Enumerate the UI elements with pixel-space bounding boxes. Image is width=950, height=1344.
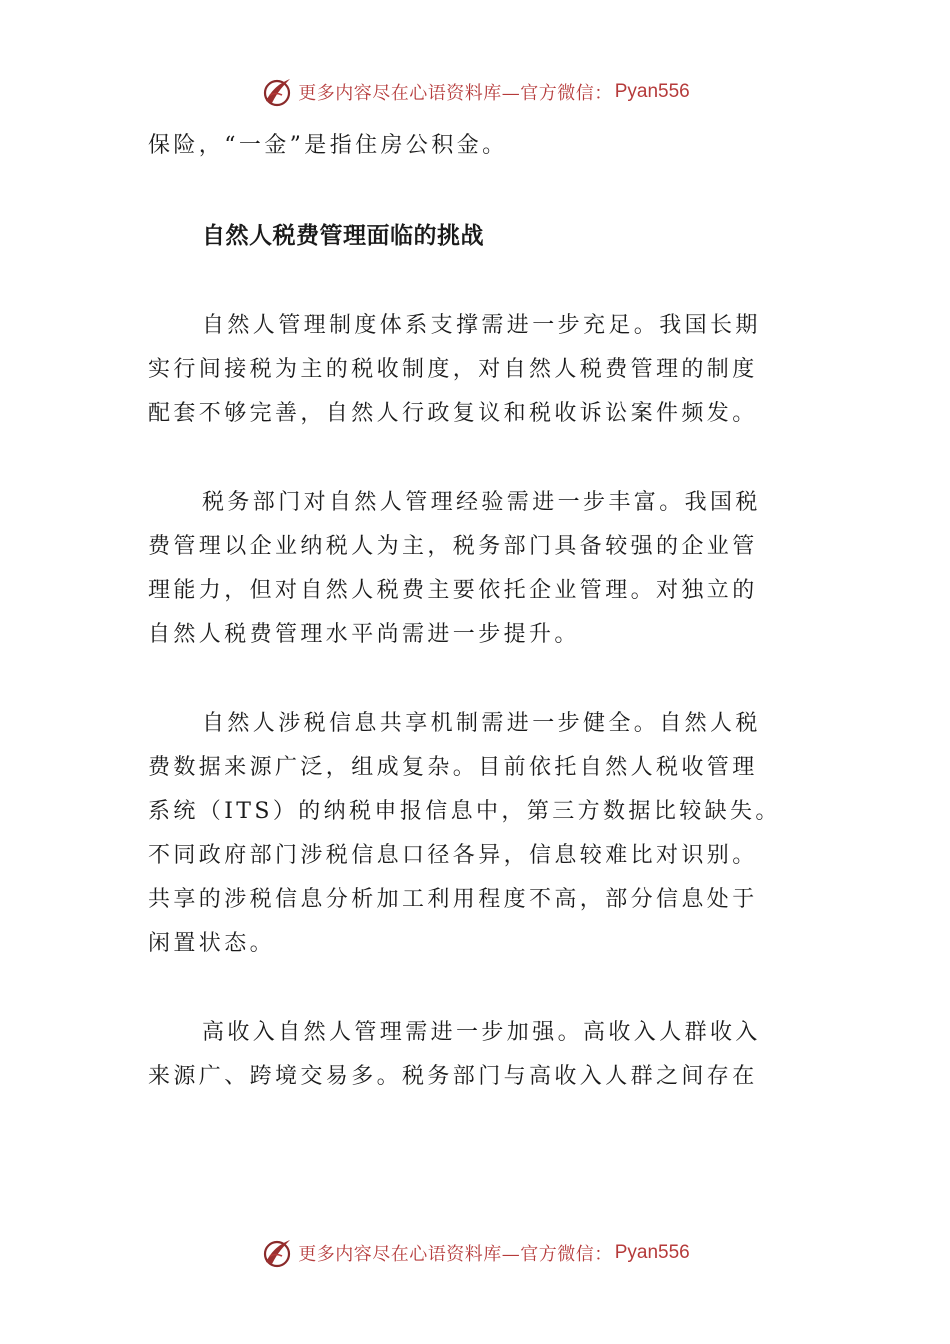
paragraph-line: 自然人管理制度体系支撑需进一步充足。我国长期 — [202, 313, 761, 338]
paragraph-line: 费管理以企业纳税人为主，税务部门具备较强的企业管 — [148, 534, 758, 559]
watermark-text: 更多内容尽在心语资料库—官方微信： — [298, 83, 613, 104]
paragraph-line: 配套不够完善，自然人行政复议和税收诉讼案件频发。 — [148, 401, 758, 426]
footer-watermark — [0, 1233, 950, 1273]
paragraph — [148, 481, 808, 657]
watermark-text: 更多内容尽在心语资料库—官方微信： — [298, 1244, 613, 1265]
brand-logo-icon — [260, 75, 294, 109]
brand-logo-icon — [260, 1236, 294, 1270]
paragraph-line: 不同政府部门涉税信息口径各异，信息较难比对识别。 — [148, 843, 758, 868]
paragraph — [148, 1011, 808, 1099]
paragraph-line: 实行间接税为主的税收制度，对自然人税费管理的制度 — [148, 357, 758, 382]
paragraph-line: 来源广、跨境交易多。税务部门与高收入人群之间存在 — [148, 1064, 758, 1089]
paragraph — [148, 702, 808, 966]
watermark-wechat-id: Pyan556 — [614, 1242, 690, 1263]
paragraph-line: 共享的涉税信息分析加工利用程度不高，部分信息处于 — [148, 887, 758, 912]
watermark-wechat-id: Pyan556 — [614, 81, 690, 102]
paragraph-line: 自然人税费管理水平尚需进一步提升。 — [148, 622, 580, 647]
paragraph-line: 闲置状态。 — [148, 931, 276, 956]
paragraph-line: 税务部门对自然人管理经验需进一步丰富。我国税 — [202, 490, 761, 515]
paragraph-line: 高收入自然人管理需进一步加强。高收入人群收入 — [202, 1020, 761, 1045]
header-watermark — [0, 72, 950, 112]
paragraph-line: 系统（ITS）的纳税申报信息中，第三方数据比较缺失。 — [148, 799, 781, 824]
paragraph-line: 费数据来源广泛，组成复杂。目前依托自然人税收管理 — [148, 755, 758, 780]
document-body — [148, 124, 808, 1144]
section-heading: 自然人税费管理面临的挑战 — [202, 223, 484, 249]
paragraph-line: 自然人涉税信息共享机制需进一步健全。自然人税 — [202, 711, 761, 736]
paragraph — [148, 304, 808, 436]
paragraph-line: 理能力，但对自然人税费主要依托企业管理。对独立的 — [148, 578, 758, 603]
lead-line: 保险，“一金”是指住房公积金。 — [148, 133, 508, 158]
